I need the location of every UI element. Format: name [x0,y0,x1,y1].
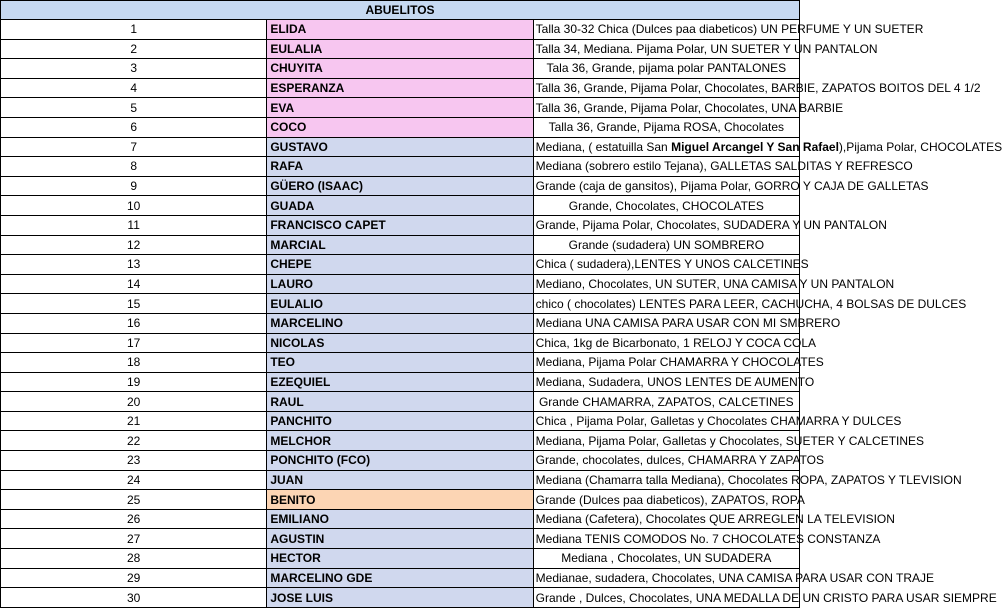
row-number-cell[interactable]: 21 [1,411,267,431]
table-row [1,392,800,412]
table-row [1,411,800,431]
name-cell[interactable]: BENITO [267,490,533,510]
description-part: Grande, Chocolates, CHOCOLATES [568,198,764,213]
row-number-cell[interactable]: 16 [1,313,267,333]
gift-description-cell[interactable] [533,333,817,353]
name-cell[interactable]: MARCELINO GDE [267,568,533,588]
gift-description-cell[interactable] [533,294,967,314]
name-cell[interactable]: EULALIA [267,39,533,59]
description-part: Talla 30-32 Chica (Dulces paa diabeticos) UN PERFUME Y UN SUETER [535,22,924,37]
table-row [1,529,800,549]
name-cell[interactable]: MELCHOR [267,431,533,451]
row-number-cell[interactable]: 22 [1,431,267,451]
gift-description-cell[interactable] [533,549,799,569]
gift-description-cell[interactable] [533,353,824,373]
gift-description-cell[interactable] [533,451,825,471]
description-part: Mediana (Cafetera), Chocolates QUE ARREGLEN LA TELEVISION [535,512,895,527]
description-part: Medianae, sudadera, Chocolates, UNA CAMISA PARA USAR CON TRAJE [535,570,935,585]
name-cell[interactable]: ELIDA [267,20,533,40]
table-row [1,333,800,353]
name-cell[interactable]: AGUSTIN [267,529,533,549]
name-cell[interactable]: PONCHITO (FCO) [267,451,533,471]
description-part: Mediana (Chamarra talla Mediana), Chocolates ROPA, ZAPATOS Y TLEVISION [535,472,962,487]
table-row [1,235,800,255]
gift-description-cell[interactable] [533,431,925,451]
description-part: Talla 34, Mediana. Pijama Polar, UN SUETER Y UN PANTALON [535,41,878,56]
description-part: Chica, 1kg de Bicarbonato, 1 RELOJ Y COCA COLA [535,335,817,350]
description-part: Grande (sudadera) UN SOMBRERO [568,237,765,252]
table-row [1,176,800,196]
description-part: Grande CHAMARRA, ZAPATOS, CALCETINES [538,394,794,409]
name-cell[interactable]: GUSTAVO [267,137,533,157]
name-cell[interactable]: PANCHITO [267,411,533,431]
row-number-cell[interactable]: 18 [1,353,267,373]
description-part: Mediano, Chocolates, UN SUTER, UNA CAMISA Y UN PANTALON [535,277,895,292]
gift-description-cell[interactable] [533,137,1002,157]
gift-description-cell[interactable] [533,235,799,255]
name-cell[interactable]: MARCIAL [267,235,533,255]
table-row [1,372,800,392]
table-row [1,470,800,490]
table-row [1,137,800,157]
name-cell[interactable]: GÜERO (ISAAC) [267,176,533,196]
gift-description-cell[interactable] [533,255,809,275]
gift-description-cell[interactable] [533,392,799,412]
row-number-cell[interactable]: 5 [1,98,267,118]
description-part: Grande (caja de gansitos), Pijama Polar, GORRO Y CAJA DE GALLETAS [535,179,929,194]
row-number-cell[interactable]: 26 [1,509,267,529]
row-number-cell[interactable]: 1 [1,20,267,40]
gift-description-cell[interactable] [533,117,799,137]
row-number-cell[interactable]: 13 [1,255,267,275]
description-part: Chica ( sudadera),LENTES Y UNOS CALCETINES [535,257,809,272]
name-cell[interactable]: COCO [267,117,533,137]
row-number-cell[interactable]: 8 [1,157,267,177]
row-number-cell[interactable]: 10 [1,196,267,216]
table-row [1,509,800,529]
table-row [1,117,800,137]
row-number-cell[interactable]: 30 [1,588,267,608]
table-row [1,59,800,79]
gift-description-cell[interactable] [533,490,805,510]
row-number-cell[interactable]: 19 [1,372,267,392]
name-cell[interactable]: CHEPE [267,255,533,275]
description-part: Grande (Dulces paa diabeticos), ZAPATOS, ROPA [535,492,805,507]
name-cell[interactable]: JUAN [267,470,533,490]
table-row [1,39,800,59]
table-row [1,451,800,471]
table-row [1,313,800,333]
description-part: Mediana TENIS COMODOS No. 7 CHOCOLATES CONSTANZA [535,531,881,546]
name-cell[interactable]: FRANCISCO CAPET [267,215,533,235]
name-cell[interactable]: RAUL [267,392,533,412]
name-cell[interactable]: RAFA [267,157,533,177]
description-part: Talla 36, Grande, Pijama ROSA, Chocolates [548,120,785,135]
gift-description-cell[interactable] [533,98,844,118]
description-part: Grande, chocolates, dulces, CHAMARRA Y ZAPATOS [535,453,825,468]
table-row [1,568,800,588]
description-bold-part: Miguel Arcangel Y San Rafael [671,139,839,154]
description-part: Mediana UNA CAMISA PARA USAR CON MI SMBRERO [535,316,841,331]
name-cell[interactable]: EMILIANO [267,509,533,529]
table-row [1,20,800,40]
table-row [1,274,800,294]
gift-description-cell[interactable] [533,157,913,177]
gift-description-cell[interactable] [533,372,815,392]
row-number-cell[interactable]: 23 [1,451,267,471]
gift-description-cell[interactable] [533,588,997,608]
row-number-cell[interactable]: 12 [1,235,267,255]
row-number-cell[interactable]: 3 [1,59,267,79]
gift-description-cell[interactable] [533,313,841,333]
table-row [1,490,800,510]
description-part: Tala 36, Grande, pijama polar PANTALONES [546,61,787,76]
table-row [1,294,800,314]
row-number-cell[interactable]: 4 [1,78,267,98]
description-part: Grande, Pijama Polar, Chocolates, SUDADERA Y UN PANTALON [535,218,887,233]
description-part: Grande , Dulces, Chocolates, UNA MEDALLA DE UN CRISTO PARA USAR SIEMPRE [535,590,997,605]
row-number-cell[interactable]: 6 [1,117,267,137]
row-number-cell[interactable]: 15 [1,294,267,314]
row-number-cell[interactable]: 29 [1,568,267,588]
description-part: Mediana, Pijama Polar CHAMARRA Y CHOCOLATES [535,355,824,370]
table-title[interactable]: ABUELITOS [1,1,800,20]
gift-description-cell[interactable] [533,39,878,59]
row-number-cell[interactable]: 7 [1,137,267,157]
row-number-cell[interactable]: 25 [1,490,267,510]
name-cell[interactable]: TEO [267,353,533,373]
table-row [1,157,800,177]
table-row [1,215,800,235]
table-row [1,549,800,569]
table-row [1,588,800,608]
description-part: Chica , Pijama Polar, Galletas y Chocolates CHAMARRA Y DULCES [535,414,902,429]
description-part: Mediana, ( estatuilla San [535,139,672,154]
gift-description-cell[interactable] [533,411,902,431]
row-number-cell[interactable]: 9 [1,176,267,196]
row-number-cell[interactable]: 11 [1,215,267,235]
row-number-cell[interactable]: 17 [1,333,267,353]
gift-description-cell[interactable] [533,274,895,294]
description-part: chico ( chocolates) LENTES PARA LEER, CACHUCHA, 4 BOLSAS DE DULCES [535,296,967,311]
description-part: Mediana (sobrero estilo Tejana), GALLETAS SALDITAS Y REFRESCO [535,159,913,174]
table-row [1,78,800,98]
name-cell[interactable]: NICOLAS [267,333,533,353]
table-row [1,98,800,118]
table-row [1,353,800,373]
name-cell[interactable]: CHUYITA [267,59,533,79]
gift-description-cell[interactable] [533,470,962,490]
name-cell[interactable]: MARCELINO [267,313,533,333]
description-part: Mediana, Pijama Polar, Galletas y Chocolates, SUETER Y CALCETINES [535,433,925,448]
row-number-cell[interactable]: 14 [1,274,267,294]
row-number-cell[interactable]: 27 [1,529,267,549]
gift-description-cell[interactable] [533,78,981,98]
table-row [1,196,800,216]
name-cell[interactable]: HECTOR [267,549,533,569]
row-number-cell[interactable]: 24 [1,470,267,490]
description-part: Mediana , Chocolates, UN SUDADERA [561,551,772,566]
name-cell[interactable]: LAURO [267,274,533,294]
row-number-cell[interactable]: 28 [1,549,267,569]
description-part: ),Pijama Polar, CHOCOLATES [838,139,1002,154]
name-cell[interactable]: JOSE LUIS [267,588,533,608]
gift-description-cell[interactable] [533,176,929,196]
gift-description-cell[interactable] [533,509,895,529]
table-body [1,20,1002,608]
table-row [1,255,800,275]
description-part: Mediana, Sudadera, UNOS LENTES DE AUMENTO [535,374,815,389]
row-number-cell[interactable]: 2 [1,39,267,59]
gift-description-cell[interactable] [533,568,935,588]
table-row [1,431,800,451]
name-cell[interactable]: EULALIO [267,294,533,314]
gift-description-cell[interactable] [533,215,887,235]
description-part: Talla 36, Grande, Pijama Polar, Chocolates, BARBIE, ZAPATOS BOITOS DEL 4 1/2 [535,81,981,96]
gift-description-cell[interactable] [533,529,881,549]
description-part: Talla 36, Grande, Pijama Polar, Chocolates, UNA BARBIE [535,100,844,115]
name-cell[interactable]: GUADA [267,196,533,216]
row-number-cell[interactable]: 20 [1,392,267,412]
name-cell[interactable]: EVA [267,98,533,118]
gift-description-cell[interactable] [533,196,799,216]
name-cell[interactable]: ESPERANZA [267,78,533,98]
title-row [1,1,800,20]
name-cell[interactable]: EZEQUIEL [267,372,533,392]
gift-description-cell[interactable] [533,20,924,40]
gift-description-cell[interactable] [533,59,799,79]
